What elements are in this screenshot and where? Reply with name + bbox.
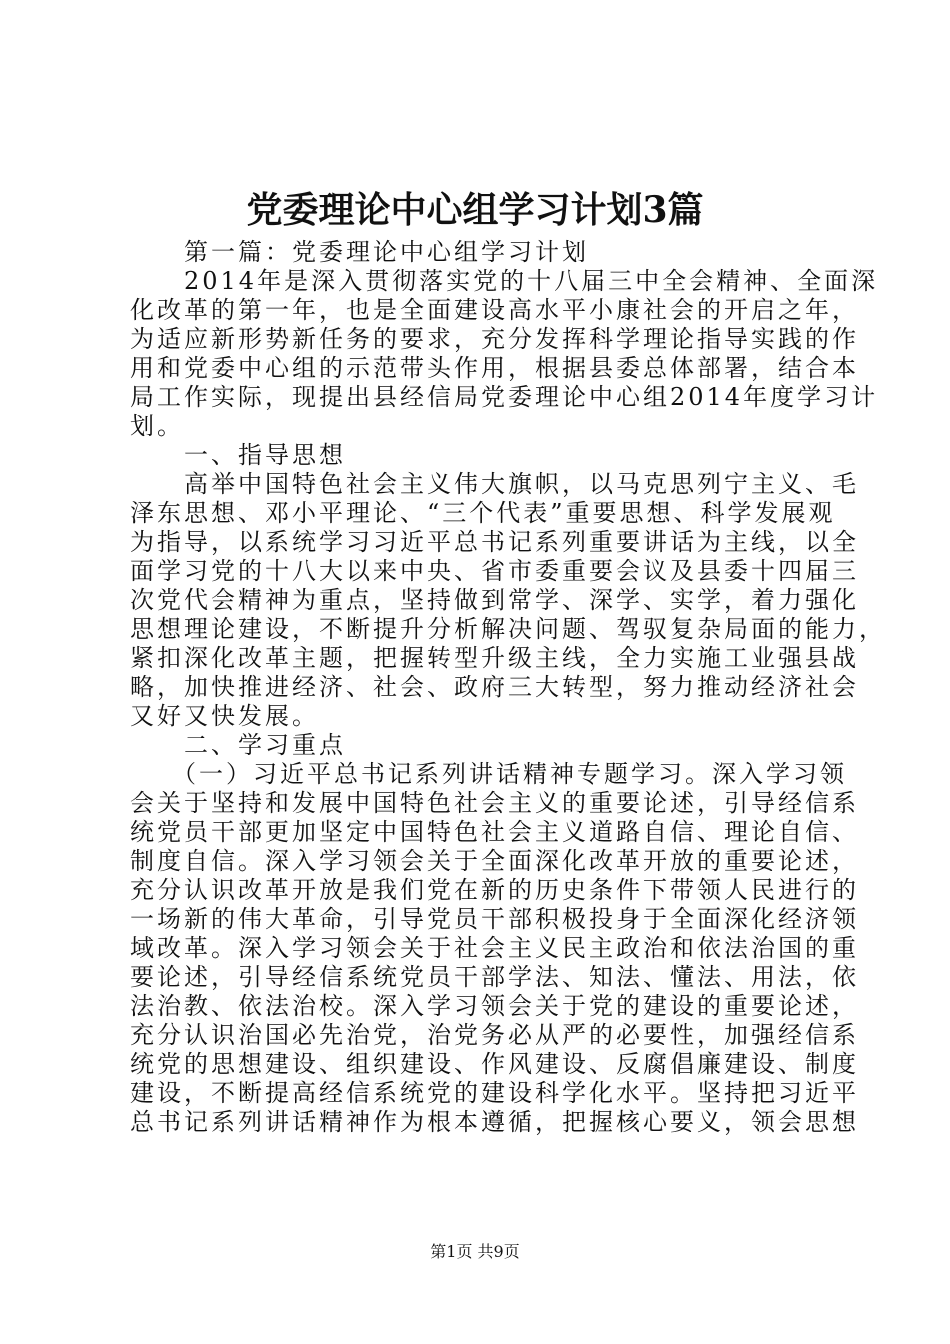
body-line: 充分认识治国必先治党，治党务必从严的必要性，加强经信系 bbox=[130, 1021, 859, 1049]
page-footer: 第1页 共9页 bbox=[430, 1242, 520, 1261]
body-line: 一场新的伟大革命，引导党员干部积极投身于全面深化经济领 bbox=[130, 905, 859, 933]
body-line: （一）习近平总书记系列讲话精神专题学习。深入学习领 bbox=[130, 760, 847, 788]
document-body bbox=[130, 238, 886, 1137]
body-line: 法治教、依法治校。深入学习领会关于党的建设的重要论述， bbox=[130, 992, 859, 1020]
body-line: 2014年是深入贯彻落实党的十八届三中全会精神、全面深 bbox=[130, 267, 879, 295]
body-line: 面学习党的十八大以来中央、省市委重要会议及县委十四届三 bbox=[130, 557, 859, 585]
body-line: 为适应新形势新任务的要求，充分发挥科学理论指导实践的作 bbox=[130, 325, 859, 353]
body-line: 域改革。深入学习领会关于社会主义民主政治和依法治国的重 bbox=[130, 934, 859, 962]
body-line: 高举中国特色社会主义伟大旗帜，以马克思列宁主义、毛 bbox=[130, 470, 859, 498]
body-line: 略，加快推进经济、社会、政府三大转型，努力推动经济社会 bbox=[130, 673, 859, 701]
document-title: 党委理论中心组学习计划3篇 bbox=[246, 189, 704, 231]
body-line: 第一篇：党委理论中心组学习计划 bbox=[130, 238, 589, 266]
body-line: 化改革的第一年，也是全面建设高水平小康社会的开启之年， bbox=[130, 296, 859, 324]
body-line: 又好又快发展。 bbox=[130, 702, 319, 730]
body-line: 思想理论建设，不断提升分析解决问题、驾驭复杂局面的能力， bbox=[130, 615, 886, 643]
body-line: 总书记系列讲话精神作为根本遵循，把握核心要义，领会思想 bbox=[130, 1108, 859, 1136]
body-line: 泽东思想、邓小平理论、“三个代表”重要思想、科学发展观 bbox=[130, 499, 836, 527]
body-line: 建设，不断提高经信系统党的建设科学化水平。坚持把习近平 bbox=[130, 1079, 859, 1107]
body-line: 制度自信。深入学习领会关于全面深化改革开放的重要论述， bbox=[130, 847, 859, 875]
body-line: 充分认识改革开放是我们党在新的历史条件下带领人民进行的 bbox=[130, 876, 859, 904]
body-line: 会关于坚持和发展中国特色社会主义的重要论述，引导经信系 bbox=[130, 789, 859, 817]
body-line: 划。 bbox=[130, 412, 184, 440]
body-line: 次党代会精神为重点，坚持做到常学、深学、实学，着力强化 bbox=[130, 586, 859, 614]
body-line: 统党员干部更加坚定中国特色社会主义道路自信、理论自信、 bbox=[130, 818, 859, 846]
body-line: 为指导，以系统学习习近平总书记系列重要讲话为主线，以全 bbox=[130, 528, 859, 556]
body-line: 紧扣深化改革主题，把握转型升级主线，全力实施工业强县战 bbox=[130, 644, 859, 672]
body-line: 统党的思想建设、组织建设、作风建设、反腐倡廉建设、制度 bbox=[130, 1050, 859, 1078]
body-line: 要论述，引导经信系统党员干部学法、知法、懂法、用法，依 bbox=[130, 963, 859, 991]
body-line: 一、指导思想 bbox=[130, 441, 346, 469]
body-line: 二、学习重点 bbox=[130, 731, 346, 759]
body-line: 用和党委中心组的示范带头作用，根据县委总体部署，结合本 bbox=[130, 354, 859, 382]
body-line: 局工作实际，现提出县经信局党委理论中心组2014年度学习计 bbox=[130, 383, 879, 411]
